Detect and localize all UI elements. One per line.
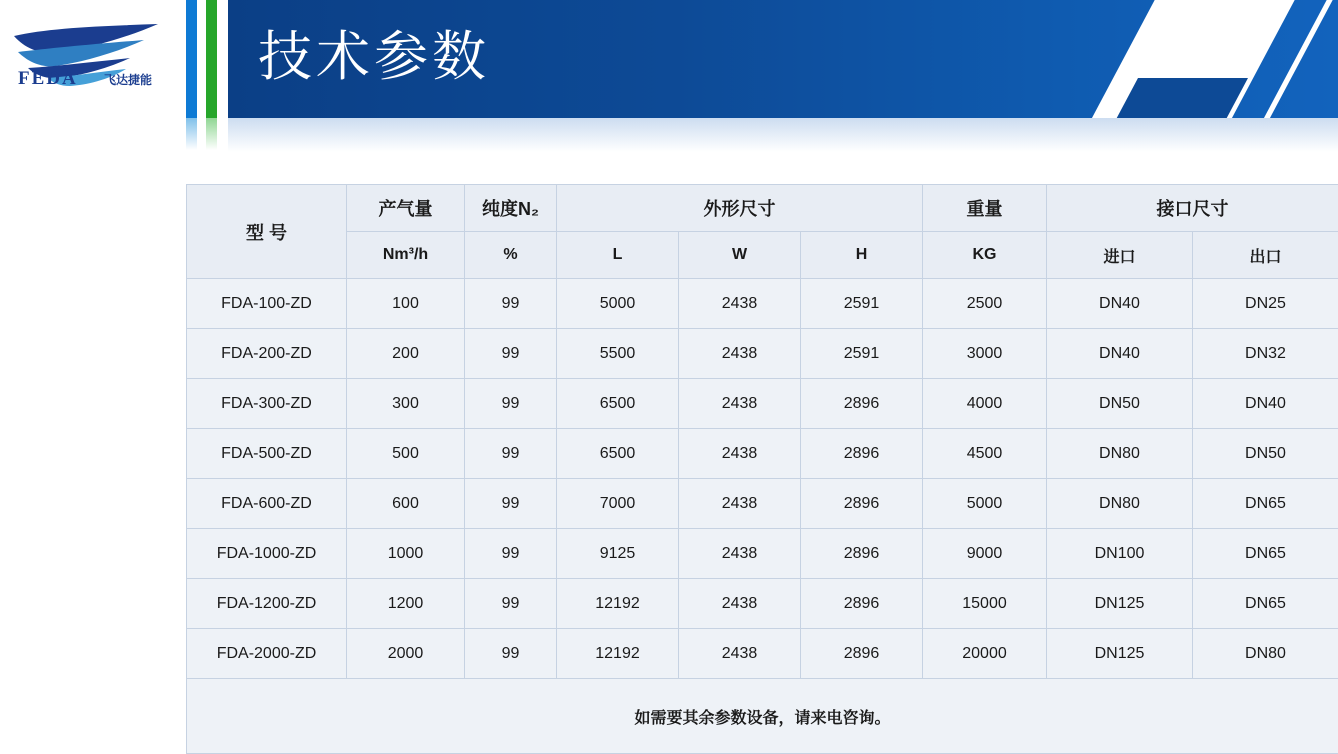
cell-height: 2896 xyxy=(801,529,923,579)
cell-purity: 99 xyxy=(465,379,557,429)
cell-purity: 99 xyxy=(465,479,557,529)
cell-outlet: DN65 xyxy=(1193,579,1338,629)
th-dimensions: 外形尺寸 xyxy=(557,185,923,232)
banner-diagonal-fill xyxy=(1116,78,1248,118)
cell-model: FDA-1200-ZD xyxy=(187,579,347,629)
cell-height: 2896 xyxy=(801,379,923,429)
th-port-size: 接口尺寸 xyxy=(1047,185,1338,232)
cell-outlet: DN80 xyxy=(1193,629,1338,679)
cell-inlet: DN125 xyxy=(1047,579,1193,629)
page-header xyxy=(0,0,1338,150)
th-port-inlet: 进口 xyxy=(1047,232,1193,279)
cell-weight: 3000 xyxy=(923,329,1047,379)
table-bottom-strip xyxy=(186,738,1338,748)
cell-purity: 99 xyxy=(465,329,557,379)
cell-purity: 99 xyxy=(465,529,557,579)
cell-capacity: 500 xyxy=(347,429,465,479)
cell-inlet: DN50 xyxy=(1047,379,1193,429)
th-purity-unit: % xyxy=(465,232,557,279)
cell-outlet: DN32 xyxy=(1193,329,1338,379)
cell-model: FDA-500-ZD xyxy=(187,429,347,479)
cell-height: 2896 xyxy=(801,479,923,529)
cell-height: 2591 xyxy=(801,279,923,329)
cell-weight: 9000 xyxy=(923,529,1047,579)
cell-inlet: DN80 xyxy=(1047,429,1193,479)
cell-purity: 99 xyxy=(465,279,557,329)
th-model: 型 号 xyxy=(187,185,347,279)
cell-width: 2438 xyxy=(679,329,801,379)
th-capacity-unit: Nm³/h xyxy=(347,232,465,279)
accent-stripe-blue-reflection xyxy=(186,118,197,150)
th-capacity: 产气量 xyxy=(347,185,465,232)
cell-purity: 99 xyxy=(465,629,557,679)
cell-inlet: DN40 xyxy=(1047,329,1193,379)
cell-model: FDA-100-ZD xyxy=(187,279,347,329)
cell-weight: 4500 xyxy=(923,429,1047,479)
cell-model: FDA-200-ZD xyxy=(187,329,347,379)
th-weight: 重量 xyxy=(923,185,1047,232)
cell-length: 5000 xyxy=(557,279,679,329)
cell-length: 7000 xyxy=(557,479,679,529)
cell-outlet: DN40 xyxy=(1193,379,1338,429)
th-weight-unit: KG xyxy=(923,232,1047,279)
cell-width: 2438 xyxy=(679,279,801,329)
cell-capacity: 300 xyxy=(347,379,465,429)
cell-purity: 99 xyxy=(465,579,557,629)
page-title: 技术参数 xyxy=(258,14,490,91)
cell-model: FDA-600-ZD xyxy=(187,479,347,529)
cell-height: 2896 xyxy=(801,629,923,679)
cell-length: 12192 xyxy=(557,579,679,629)
cell-weight: 4000 xyxy=(923,379,1047,429)
cell-capacity: 2000 xyxy=(347,629,465,679)
spec-table-container xyxy=(186,184,1338,754)
cell-inlet: DN100 xyxy=(1047,529,1193,579)
th-purity: 纯度N₂ xyxy=(465,185,557,232)
title-banner-reflection xyxy=(228,118,1338,152)
cell-height: 2896 xyxy=(801,579,923,629)
cell-capacity: 600 xyxy=(347,479,465,529)
th-dim-w: W xyxy=(679,232,801,279)
cell-weight: 20000 xyxy=(923,629,1047,679)
cell-outlet: DN65 xyxy=(1193,529,1338,579)
cell-width: 2438 xyxy=(679,479,801,529)
cell-model: FDA-300-ZD xyxy=(187,379,347,429)
table-row xyxy=(187,529,1338,579)
table-row xyxy=(187,429,1338,479)
cell-outlet: DN25 xyxy=(1193,279,1338,329)
table-header-row-units xyxy=(187,232,1338,279)
cell-weight: 2500 xyxy=(923,279,1047,329)
cell-length: 9125 xyxy=(557,529,679,579)
cell-inlet: DN125 xyxy=(1047,629,1193,679)
cell-height: 2591 xyxy=(801,329,923,379)
table-row xyxy=(187,279,1338,329)
table-row xyxy=(187,629,1338,679)
table-row xyxy=(187,479,1338,529)
cell-model: FDA-1000-ZD xyxy=(187,529,347,579)
th-dim-h: H xyxy=(801,232,923,279)
cell-inlet: DN40 xyxy=(1047,279,1193,329)
cell-length: 6500 xyxy=(557,379,679,429)
spec-table xyxy=(186,184,1338,754)
cell-width: 2438 xyxy=(679,379,801,429)
cell-capacity: 1200 xyxy=(347,579,465,629)
cell-length: 6500 xyxy=(557,429,679,479)
brand-logo xyxy=(0,0,186,150)
cell-weight: 15000 xyxy=(923,579,1047,629)
logo-wordmark: FEDA xyxy=(18,68,78,90)
cell-capacity: 200 xyxy=(347,329,465,379)
th-dim-l: L xyxy=(557,232,679,279)
cell-width: 2438 xyxy=(679,579,801,629)
cell-capacity: 100 xyxy=(347,279,465,329)
cell-width: 2438 xyxy=(679,629,801,679)
cell-width: 2438 xyxy=(679,429,801,479)
accent-stripe-green-reflection xyxy=(206,118,217,150)
th-port-outlet: 出口 xyxy=(1193,232,1338,279)
title-banner xyxy=(228,0,1338,118)
cell-outlet: DN65 xyxy=(1193,479,1338,529)
logo-wordmark-cn: 飞达捷能 xyxy=(104,71,152,88)
cell-height: 2896 xyxy=(801,429,923,479)
table-row xyxy=(187,579,1338,629)
accent-stripe-blue xyxy=(186,0,197,118)
cell-model: FDA-2000-ZD xyxy=(187,629,347,679)
table-note: 如需要其余参数设备，请来电咨询。 xyxy=(187,679,1338,754)
table-row xyxy=(187,379,1338,429)
cell-length: 12192 xyxy=(557,629,679,679)
cell-weight: 5000 xyxy=(923,479,1047,529)
table-row xyxy=(187,329,1338,379)
cell-purity: 99 xyxy=(465,429,557,479)
cell-capacity: 1000 xyxy=(347,529,465,579)
cell-width: 2438 xyxy=(679,529,801,579)
cell-inlet: DN80 xyxy=(1047,479,1193,529)
cell-length: 5500 xyxy=(557,329,679,379)
accent-stripe-green xyxy=(206,0,217,118)
cell-outlet: DN50 xyxy=(1193,429,1338,479)
table-header-row-groups xyxy=(187,185,1338,232)
